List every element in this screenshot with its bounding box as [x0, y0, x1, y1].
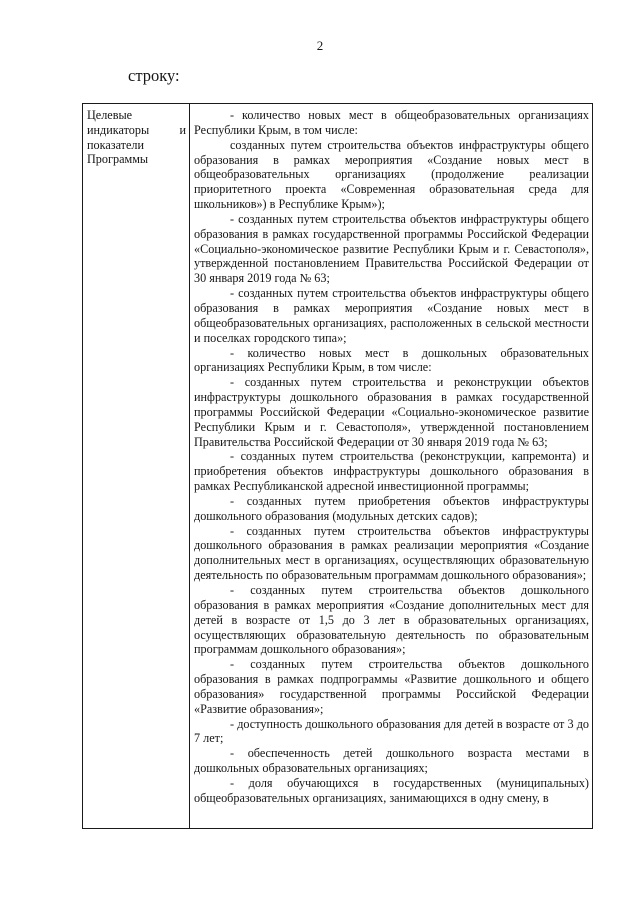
table-row	[83, 104, 593, 829]
indicator-paragraph: - созданных путем строительства объектов дошкольного образования в рамках мероприятия «Создание дополнительных мест для детей в возрасте от 1,5 до 3 лет в образовательных организациях, осуществляющих образовательную деятельность по образовательным программам дошкольного образования»;	[194, 583, 589, 657]
indicator-paragraph: - созданных путем приобретения объектов инфраструктуры дошкольного образования (модульных детских садов);	[194, 493, 589, 523]
indicator-paragraph: - обеспеченность детей дошкольного возраста местами в дошкольных образовательных организациях;	[194, 746, 589, 776]
indicator-paragraph: - созданных путем строительства и реконструкции объектов инфраструктуры дошкольного образования в рамках государственной программы Российской Федерации «Социально-экономическое развитие Республики Крым и г. Севастополя», утвержденной постановлением Правительства Российской Федерации от 30 января 2019 года № 63;	[194, 375, 589, 449]
indicator-paragraph: - созданных путем строительства объектов инфраструктуры общего образования в рамках мероприятия «Создание новых мест в общеобразовательных организациях, расположенных в сельской местности и поселках городского типа»;	[194, 286, 589, 345]
indicator-paragraph: - доля обучающихся в государственных (муниципальных) общеобразовательных организациях, занимающихся в одну смену, в	[194, 775, 589, 805]
indicator-paragraph: - созданных путем строительства объектов инфраструктуры общего образования в рамках государственной программы Российской Федерации «Социально-экономическое развитие Республики Крым и г. Севастополя», утвержденной постановлением Правительства Российской Федерации от 30 января 2019 года № 63;	[194, 211, 589, 286]
row-header-line	[87, 123, 186, 138]
indicator-paragraph: - доступность дошкольного образования для детей в возрасте от 3 до 7 лет;	[194, 716, 589, 746]
indicator-paragraph: - созданных путем строительства объектов дошкольного образования в рамках подпрограммы «Развитие дошкольного и общего образования» государственной программы Российской Федерации «Развитие образования»;	[194, 657, 589, 716]
row-header-cell	[83, 104, 190, 829]
indicators-cell	[190, 104, 593, 829]
indicator-paragraph: - созданных путем строительства (реконструкции, капремонта) и приобретения объектов инфраструктуры дошкольного образования в рамках Республиканской адресной инвестиционной программы;	[194, 449, 589, 494]
indicators-list	[190, 104, 592, 806]
indicator-paragraph: созданных путем строительства объектов инфраструктуры общего образования в рамках мероприятия «Создание новых мест в общеобразовательных организациях (продолжение реализации приоритетного проекта «Современная образовательная среда для школьников») в Республике Крым»);	[194, 137, 589, 212]
intro-text: строку:	[128, 66, 180, 85]
indicators-table	[82, 103, 593, 829]
row-header-word: индикаторы	[87, 122, 150, 137]
indicator-paragraph: - количество новых мест в общеобразовательных организациях Республики Крым, в том числе:	[194, 108, 589, 137]
row-header-line: Программы	[87, 152, 149, 167]
row-header-line: Целевые	[87, 108, 133, 122]
row-header-line: показатели	[87, 137, 145, 152]
row-header-text	[83, 104, 189, 167]
indicator-paragraph: - созданных путем строительства объектов инфраструктуры дошкольного образования в рамках реализации мероприятия «Создание дополнительных мест в организациях, осуществляющих образовательную деятельность по образовательным программам дошкольного образования»;	[194, 523, 589, 583]
indicator-paragraph: - количество новых мест в дошкольных образовательных организациях Республики Крым, в том числе:	[194, 345, 589, 375]
page-number: 2	[316, 38, 324, 53]
row-header-word: и	[179, 122, 186, 137]
